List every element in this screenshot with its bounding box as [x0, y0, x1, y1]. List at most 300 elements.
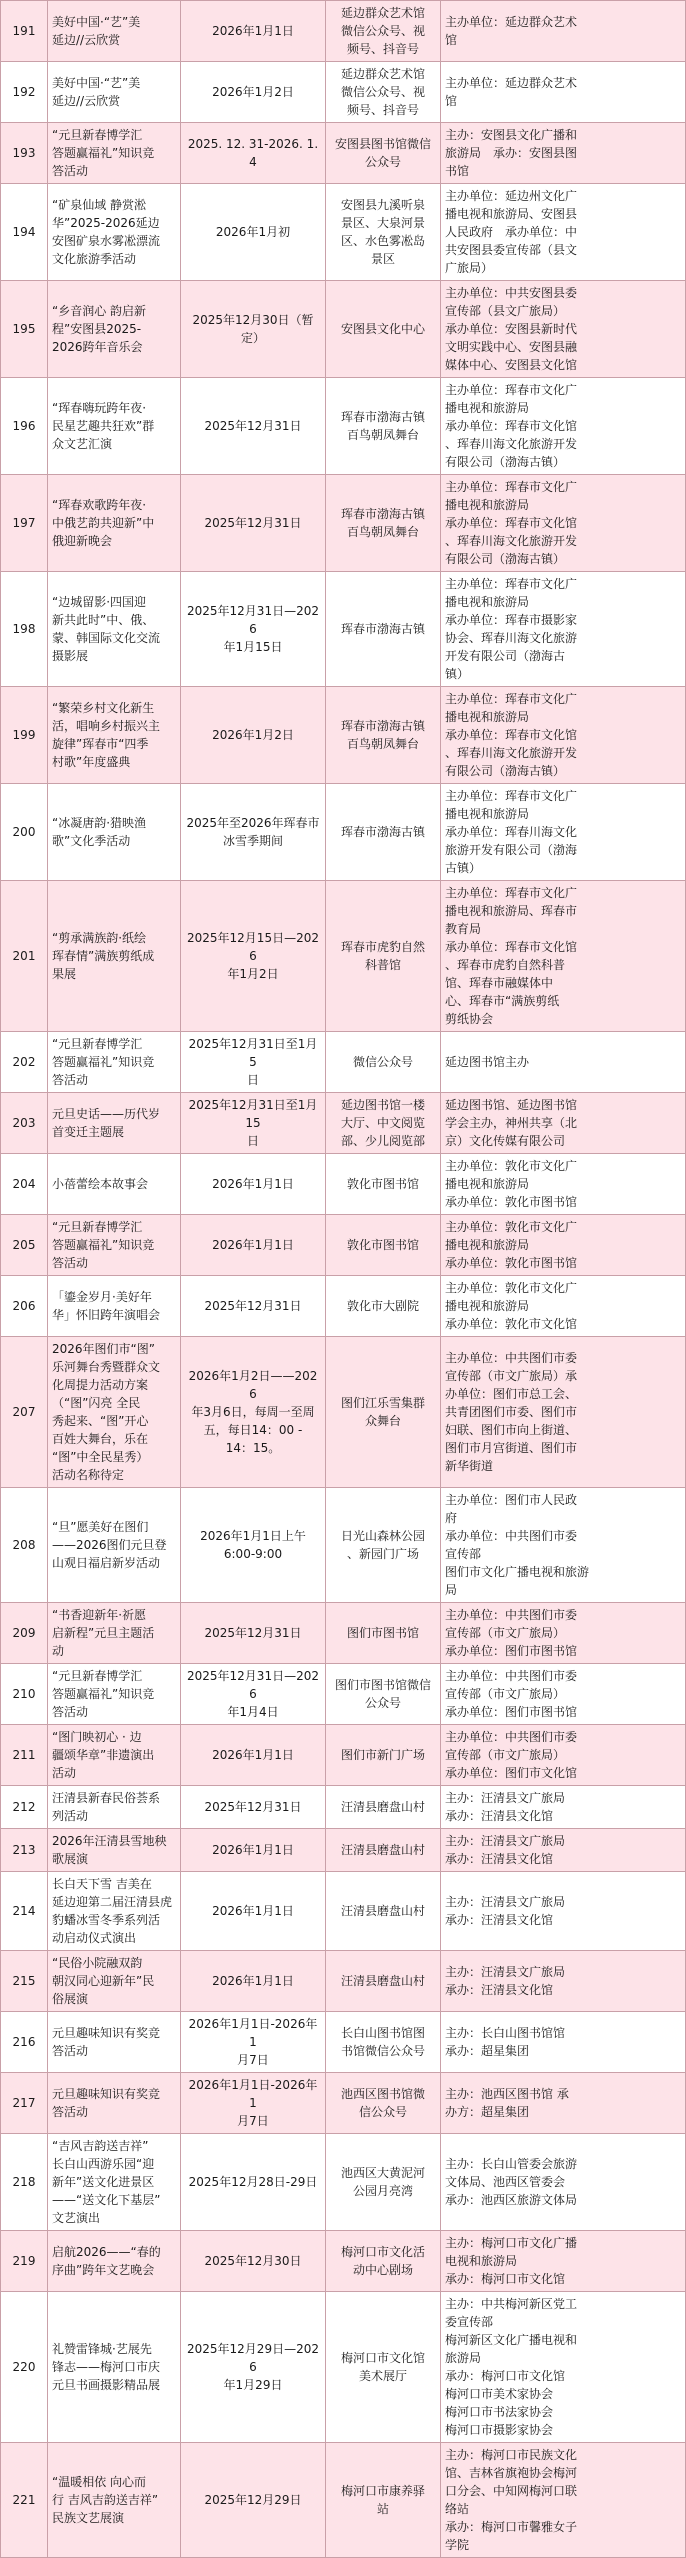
event-organizer-line: 承办：汪清县文化馆 [445, 1983, 554, 1997]
table-row [1, 123, 686, 184]
event-organizer-line: 馆 [445, 94, 458, 108]
event-number: 202 [1, 1032, 48, 1093]
event-date-line: 定） [240, 331, 265, 345]
event-venue [326, 1154, 441, 1215]
event-name [48, 184, 181, 281]
event-organizer-line: 主办：中共梅河新区党工 [445, 2297, 578, 2311]
event-date [181, 1603, 326, 1664]
table-row [1, 687, 686, 784]
event-venue-line: 站 [376, 2502, 389, 2516]
event-venue-line: 珲春市渤海古镇 [340, 825, 425, 839]
event-number: 219 [1, 2231, 48, 2292]
event-venue [326, 1725, 441, 1786]
event-name-line: （“图”闪亮 全民 [52, 1396, 141, 1410]
event-organizer-line: 、珲春市虎豹自然科普 [445, 958, 566, 972]
event-venue [326, 1488, 441, 1603]
event-name-line: “元旦新春博学汇 [52, 1669, 143, 1683]
event-number: 214 [1, 1872, 48, 1951]
event-organizer-line: 主办单位：中共图们市委 [445, 1351, 578, 1365]
event-organizer-line: 承办：梅河口市馨雅女子 [445, 2520, 578, 2534]
event-date-line: 2025年12月15日—2026 [187, 931, 319, 963]
event-date [181, 687, 326, 784]
event-name-line: 蒙、韩国际文化交流 [52, 631, 161, 645]
event-organizer-line: 承办单位：敦化市图书馆 [445, 1256, 578, 1270]
event-venue [326, 1603, 441, 1664]
event-organizer-line: 播电视和旅游局 [445, 498, 530, 512]
event-date [181, 2292, 326, 2443]
event-name-line: 歌展演 [52, 1852, 89, 1866]
event-organizer-line: 主办：梅河口市文化广播 [445, 2236, 578, 2250]
event-date-line: 年1月4日 [227, 1705, 279, 1719]
event-date-line: 日 [246, 1073, 259, 1087]
event-venue-line: 敦化市大剧院 [346, 1299, 419, 1313]
event-venue-line: 微信公众号 [352, 1055, 413, 1069]
event-number: 211 [1, 1725, 48, 1786]
event-date [181, 123, 326, 184]
event-organizer-line: 主办：汪清县文广旅局 [445, 1791, 566, 1805]
event-date-line: 2025年12月30日（暂 [192, 313, 314, 327]
event-name-line: “图”中全民星秀） [52, 1450, 149, 1464]
table-row [1, 1725, 686, 1786]
table-row [1, 1, 686, 62]
event-date-line: 2026年1月1日 [212, 24, 294, 38]
event-venue-line: 珲春市渤海古镇 [340, 410, 425, 424]
event-venue-line: 区、水色雾凇岛 [340, 234, 425, 248]
event-organizer [441, 475, 686, 572]
event-organizer-line: 承办单位：安图县新时代 [445, 322, 578, 336]
event-date-line: 2025年12月31日 [204, 1626, 302, 1640]
event-date [181, 1664, 326, 1725]
table-row [1, 881, 686, 1032]
event-date-line: 2025年12月31日 [204, 1800, 302, 1814]
event-name [48, 378, 181, 475]
event-organizer [441, 1664, 686, 1725]
event-date [181, 2443, 326, 2558]
event-venue [326, 1215, 441, 1276]
event-name [48, 1488, 181, 1603]
event-organizer-line: 承办单位：珲春市摄影家 [445, 613, 578, 627]
table-row [1, 1488, 686, 1603]
event-date-line: 6:00-9:00 [223, 1547, 283, 1561]
event-date-line: 2026年1月初 [215, 225, 291, 239]
event-date-line: 2025年12月31日—2026 [187, 1669, 319, 1701]
event-organizer-line: 古镇） [445, 861, 482, 875]
event-organizer-line: 宣传部（市文广旅局）承 [445, 1369, 578, 1383]
event-name-line: 延边//云欣赏 [52, 94, 121, 108]
event-name [48, 1603, 181, 1664]
event-name [48, 1276, 181, 1337]
event-organizer-line: 主办单位：中共安图县委 [445, 286, 578, 300]
event-organizer-line: 主办单位：敦化市文化广 [445, 1159, 578, 1173]
event-date [181, 1488, 326, 1603]
event-date-line: 月7日 [237, 2053, 269, 2067]
event-venue [326, 572, 441, 687]
event-venue [326, 784, 441, 881]
event-organizer-line: 梅河口市书法家协会 [445, 2405, 554, 2419]
table-row [1, 1872, 686, 1951]
event-organizer [441, 1215, 686, 1276]
event-name-line: 珲春情”满族剪纸成 [52, 949, 155, 963]
event-organizer-line: 宣传部（市文广旅局） [445, 1626, 566, 1640]
event-name-line: “元旦新春博学汇 [52, 128, 143, 142]
event-organizer [441, 378, 686, 475]
event-organizer [441, 881, 686, 1032]
event-date-line: 14：15。 [225, 1441, 281, 1455]
event-date-line: 2026年1月1日 [212, 1748, 294, 1762]
event-organizer-line: 承办单位：敦化市图书馆 [445, 1195, 578, 1209]
event-venue [326, 184, 441, 281]
event-venue-line: 微信公众号、视 [340, 24, 425, 38]
event-name-line: 礼赞雷锋城·艺展先 [52, 2342, 152, 2356]
event-name-line: 2026跨年音乐会 [52, 340, 143, 354]
event-name-line: 豹蟠冰雪冬季系列活 [52, 1913, 161, 1927]
event-name [48, 281, 181, 378]
event-organizer-line: 主办单位：图们市人民政 [445, 1493, 578, 1507]
event-venue-line: 景区、大泉河景 [340, 216, 425, 230]
event-name-line: 2026年图们市“图” [52, 1342, 155, 1356]
event-name [48, 1725, 181, 1786]
event-date [181, 1215, 326, 1276]
event-organizer-line: 旅游开发有限公司（渤海 [445, 843, 578, 857]
event-name-line: 延边迎第二届汪清县虎 [52, 1895, 173, 1909]
event-organizer-line: 主办单位：珲春市文化广 [445, 886, 578, 900]
event-organizer [441, 1603, 686, 1664]
event-name [48, 2443, 181, 2558]
event-number: 198 [1, 572, 48, 687]
table-row [1, 1154, 686, 1215]
event-organizer-line: 主办单位：珲春市文化广 [445, 692, 578, 706]
event-organizer-line: 口分会、中知网梅河口联 [445, 2484, 578, 2498]
event-name-line: “繁荣乡村文化新生 [52, 701, 155, 715]
event-date [181, 1786, 326, 1829]
event-organizer-line: 宣传部（县文广旅局） [445, 304, 566, 318]
event-name-line: 答题赢福礼”知识竞 [52, 1055, 155, 1069]
event-date-line: 2026年1月1日-2026年1 [188, 2078, 318, 2110]
event-venue-line: 敦化市图书馆 [346, 1238, 419, 1252]
event-organizer-line: 承办单位：图们市图书馆 [445, 1644, 578, 1658]
event-venue [326, 2231, 441, 2292]
event-organizer-line: 延边图书馆、延边图书馆 [445, 1098, 578, 1112]
event-venue-line: 频号、抖音号 [346, 42, 419, 56]
event-organizer [441, 2231, 686, 2292]
event-venue-line: 珲春市渤海古镇 [340, 622, 425, 636]
event-date-line: 2026年1月2日 [212, 85, 294, 99]
event-organizer-line: 、珲春川海文化旅游开发 [445, 437, 578, 451]
event-name [48, 572, 181, 687]
event-organizer-line: 承办：梅河口市文化馆 [445, 2272, 566, 2286]
event-date [181, 1951, 326, 2012]
table-row [1, 784, 686, 881]
event-date [181, 1032, 326, 1093]
event-venue [326, 1872, 441, 1951]
events-table-body [1, 1, 686, 2558]
event-name-line: 首变迁主题展 [52, 1125, 125, 1139]
event-number: 216 [1, 2012, 48, 2073]
event-organizer-line: 宣传部（市文广旅局） [445, 1687, 566, 1701]
event-organizer-line: 播电视和旅游局 [445, 807, 530, 821]
event-venue-line: 汪清县磨盘山村 [340, 1974, 425, 1988]
event-venue-line: 池西区图书馆微 [340, 2087, 425, 2101]
event-date-line: 2025年12月31日 [204, 1299, 302, 1313]
event-venue-line: 安图县图书馆微信 [334, 137, 431, 151]
event-venue [326, 378, 441, 475]
event-venue-line: 梅河口市文化活 [340, 2245, 425, 2259]
event-date [181, 2073, 326, 2134]
event-organizer [441, 2073, 686, 2134]
event-name-line: 摄影展 [52, 649, 89, 663]
event-name [48, 687, 181, 784]
event-venue [326, 1664, 441, 1725]
event-organizer-line: 共青团图们市委、图们市 [445, 1405, 578, 1419]
event-name-line: “矿泉仙域 静赏淞 [52, 198, 147, 212]
event-venue-line: 图们江乐雪集群 [340, 1396, 425, 1410]
event-organizer-line: 络站 [445, 2502, 470, 2516]
table-row [1, 1215, 686, 1276]
event-name-line: 中俄艺韵共迎新”中 [52, 516, 155, 530]
event-organizer [441, 1276, 686, 1337]
event-organizer-line: 承办单位：图们市文化馆 [445, 1766, 578, 1780]
event-name-line: 「鎏金岁月·美好年 [52, 1290, 152, 1304]
event-name-line: “乡音润心 韵启新 [52, 304, 147, 318]
event-organizer-line: 梅河口市美术家协会 [445, 2387, 554, 2401]
table-row [1, 1603, 686, 1664]
event-venue-line: 日光山森林公园 [340, 1529, 425, 1543]
event-name-line: “吉风吉韵送吉祥” [52, 2139, 149, 2153]
event-date-line: 月7日 [237, 2114, 269, 2128]
event-venue [326, 1032, 441, 1093]
event-venue-line: 频号、抖音号 [346, 103, 419, 117]
table-row [1, 1032, 686, 1093]
event-name-line: 新年”送文化进景区 [52, 2175, 155, 2189]
event-number: 197 [1, 475, 48, 572]
event-venue [326, 1093, 441, 1154]
event-venue-line: 池西区大黄泥河 [340, 2166, 425, 2180]
event-venue [326, 1276, 441, 1337]
event-organizer-line: 府 [445, 1511, 458, 1525]
event-name-line: 答活动 [52, 1073, 89, 1087]
event-date [181, 2231, 326, 2292]
event-organizer-line: 、珲春川海文化旅游开发 [445, 534, 578, 548]
event-venue [326, 1829, 441, 1872]
event-venue-line: 公众号 [364, 155, 401, 169]
event-date [181, 1337, 326, 1488]
event-date-line: 2025年12月31日至1月5 [188, 1037, 318, 1069]
event-number: 220 [1, 2292, 48, 2443]
event-date-line: 2026年1月2日——2026 [188, 1369, 318, 1401]
event-organizer-line: 承办单位：敦化市文化馆 [445, 1317, 578, 1331]
event-organizer-line: 局 [445, 1583, 458, 1597]
event-organizer-line: 学院 [445, 2538, 470, 2552]
event-organizer-line: 新华街道 [445, 1459, 494, 1473]
event-organizer-line: 主办：汪清县文广旅局 [445, 1965, 566, 1979]
event-number: 207 [1, 1337, 48, 1488]
event-date [181, 2134, 326, 2231]
event-organizer-line: 承办单位：珲春川海文化 [445, 825, 578, 839]
event-date-line: 2026年1月1日 [212, 1177, 294, 1191]
event-venue [326, 2443, 441, 2558]
event-organizer [441, 2012, 686, 2073]
event-venue-line: 珲春市渤海古镇 [340, 507, 425, 521]
event-organizer-line: 承办：汪清县文化馆 [445, 1913, 554, 1927]
event-name-line: 乐河舞台秀暨群众文 [52, 1360, 161, 1374]
event-date [181, 1154, 326, 1215]
table-row [1, 1786, 686, 1829]
event-organizer-line: 妇联、图们市向上街道、 [445, 1423, 578, 1437]
table-row [1, 2443, 686, 2558]
event-name-line: ——2026图们元旦登 [52, 1538, 167, 1552]
event-name-line: “元旦新春博学汇 [52, 1220, 143, 1234]
event-organizer-line: 主办：长白山图书馆馆 [445, 2026, 566, 2040]
event-venue-line: 众舞台 [364, 1414, 401, 1428]
event-organizer-line: 有限公司（渤海古镇） [445, 552, 566, 566]
event-organizer-line: 承办单位：中共图们市委 [445, 1529, 578, 1543]
event-organizer-line: 梅河新区文化广播电视和 [445, 2333, 578, 2347]
event-organizer-line: 主办单位：中共图们市委 [445, 1608, 578, 1622]
event-organizer-line: 主办单位：中共图们市委 [445, 1730, 578, 1744]
event-organizer-line: 、珲春川海文化旅游开发 [445, 746, 578, 760]
event-name-line: 锋志——梅河口市庆 [52, 2360, 161, 2374]
event-organizer-line: 书馆 [445, 164, 470, 178]
event-name [48, 2073, 181, 2134]
event-name-line: 动启动仪式演出 [52, 1931, 137, 1945]
event-organizer-line: 主办单位：珲春市文化广 [445, 383, 578, 397]
event-name-line: 列活动 [52, 1809, 89, 1823]
event-organizer-line: 梅河口市摄影家协会 [445, 2423, 554, 2437]
table-row [1, 2292, 686, 2443]
event-organizer-line: 延边图书馆主办 [445, 1055, 530, 1069]
event-date-line: 年1月29日 [223, 2378, 283, 2392]
event-organizer-line: 学会主办，神州共享（北 [445, 1116, 578, 1130]
event-date-line: 2026年1月1日上午 [200, 1529, 306, 1543]
event-venue-line: 长白山图书馆图 [340, 2026, 425, 2040]
table-row [1, 1951, 686, 2012]
event-organizer-line: 文明实践中心、安图县融 [445, 340, 578, 354]
event-organizer-line: 教育局 [445, 922, 482, 936]
event-name [48, 2292, 181, 2443]
event-name [48, 1951, 181, 2012]
event-organizer-line: 图们市文化广播电视和旅游 [445, 1565, 590, 1579]
table-row [1, 378, 686, 475]
table-row [1, 184, 686, 281]
event-date-line: 2026年1月1日 [212, 1904, 294, 1918]
event-number: 201 [1, 881, 48, 1032]
event-organizer [441, 1872, 686, 1951]
event-organizer-line: 承办单位：珲春市文化馆 [445, 940, 578, 954]
event-name-line: 朝汉同心迎新年”民 [52, 1974, 155, 1988]
event-venue-line: 敦化市图书馆 [346, 1177, 419, 1191]
event-organizer-line: 承办单位：珲春市文化馆 [445, 516, 578, 530]
event-organizer-line: 馆、珲春市融媒体中 [445, 976, 554, 990]
event-name-line: 程”安图县2025- [52, 322, 142, 336]
table-row [1, 281, 686, 378]
event-number: 200 [1, 784, 48, 881]
event-organizer-line: 承办：超星集团 [445, 2044, 530, 2058]
event-name [48, 1093, 181, 1154]
event-organizer-line: 主办单位：敦化市文化广 [445, 1281, 578, 1295]
event-name [48, 881, 181, 1032]
event-date [181, 475, 326, 572]
event-name-line: 活，唱响乡村振兴主 [52, 719, 161, 733]
table-row [1, 2134, 686, 2231]
event-organizer-line: 人民政府 承办单位：中 [445, 225, 578, 239]
table-row [1, 2012, 686, 2073]
event-organizer-line: 承办：梅河口市文化馆 [445, 2369, 566, 2383]
event-name [48, 62, 181, 123]
event-organizer [441, 1725, 686, 1786]
event-name-line: 长白山西游乐园“迎 [52, 2157, 155, 2171]
event-venue-line: 珲春市虎豹自然 [340, 940, 425, 954]
event-name-line: 疆颂华章”非遗演出 [52, 1748, 155, 1762]
event-date-line: 五，每日14：00 - [203, 1423, 303, 1437]
event-name-line: 村歌”年度盛典 [52, 755, 131, 769]
event-organizer-line: 有限公司（渤海古镇） [445, 455, 566, 469]
event-name-line: 元旦趣味知识有奖竞 [52, 2026, 161, 2040]
event-name-line: 民族文艺展演 [52, 2511, 125, 2525]
event-organizer [441, 1093, 686, 1154]
event-organizer [441, 1951, 686, 2012]
event-organizer-line: 主办：梅河口市民族文化 [445, 2448, 578, 2462]
event-number: 193 [1, 123, 48, 184]
event-date-line: 2025年12月31日至1月15 [188, 1098, 318, 1130]
event-venue-line: 公园月亮湾 [352, 2184, 413, 2198]
event-date-line: 年3月6日，每周一至周 [191, 1405, 315, 1419]
event-name-line: 活动 [52, 1766, 77, 1780]
event-organizer-line: 办单位：图们市总工会、 [445, 1387, 578, 1401]
event-date-line: 2026年1月2日 [212, 728, 294, 742]
event-organizer [441, 2134, 686, 2231]
event-name [48, 2134, 181, 2231]
event-name-line: 美好中国·“艺”美 [52, 15, 141, 29]
event-organizer-line: 馆、吉林省旗袍协会梅河 [445, 2466, 578, 2480]
table-row [1, 2073, 686, 2134]
event-date [181, 1829, 326, 1872]
event-date-line: 2025年12月31日 [204, 419, 302, 433]
event-organizer-line: 承办：池西区旅游文体局 [445, 2193, 578, 2207]
event-date-line: 年1月15日 [223, 640, 283, 654]
table-row [1, 572, 686, 687]
event-organizer-line: 主办单位：延边群众艺术 [445, 76, 578, 90]
event-name-line: 民星艺趣共狂欢”群 [52, 419, 155, 433]
event-name [48, 1829, 181, 1872]
event-venue [326, 123, 441, 184]
event-organizer-line: 主办：安图县文化广播和 [445, 128, 578, 142]
event-venue-line: 图们市图书馆微信 [334, 1678, 431, 1692]
event-venue-line: 公众号 [364, 1696, 401, 1710]
event-name-line: 答活动 [52, 1256, 89, 1270]
event-organizer-line: 承办单位：珲春市文化馆 [445, 728, 578, 742]
event-venue-line: 延边群众艺术馆 [340, 67, 425, 81]
event-venue-line: 大厅、中文阅览 [340, 1116, 425, 1130]
event-organizer [441, 1829, 686, 1872]
event-venue-line: 图们市新门广场 [340, 1748, 425, 1762]
event-number: 208 [1, 1488, 48, 1603]
event-number: 206 [1, 1276, 48, 1337]
event-name-line: 美好中国·“艺”美 [52, 76, 141, 90]
event-venue-line: 安图县九溪听泉 [340, 198, 425, 212]
event-name-line: 答活动 [52, 1705, 89, 1719]
event-name-line: 文艺演出 [52, 2211, 101, 2225]
table-row [1, 1276, 686, 1337]
event-date-line: 2025年12月31日—2026 [187, 604, 319, 636]
event-organizer-line: 播电视和旅游局、安图县 [445, 207, 578, 221]
event-name-line: ——“送文化下基层” [52, 2193, 161, 2207]
event-name-line: 华」怀旧跨年演唱会 [52, 1308, 161, 1322]
event-venue-line: 信公众号 [358, 2105, 407, 2119]
event-name-line: 新共此时”中、俄、 [52, 613, 155, 627]
event-venue [326, 2292, 441, 2443]
event-name-line: 众文艺汇演 [52, 437, 113, 451]
event-venue [326, 475, 441, 572]
